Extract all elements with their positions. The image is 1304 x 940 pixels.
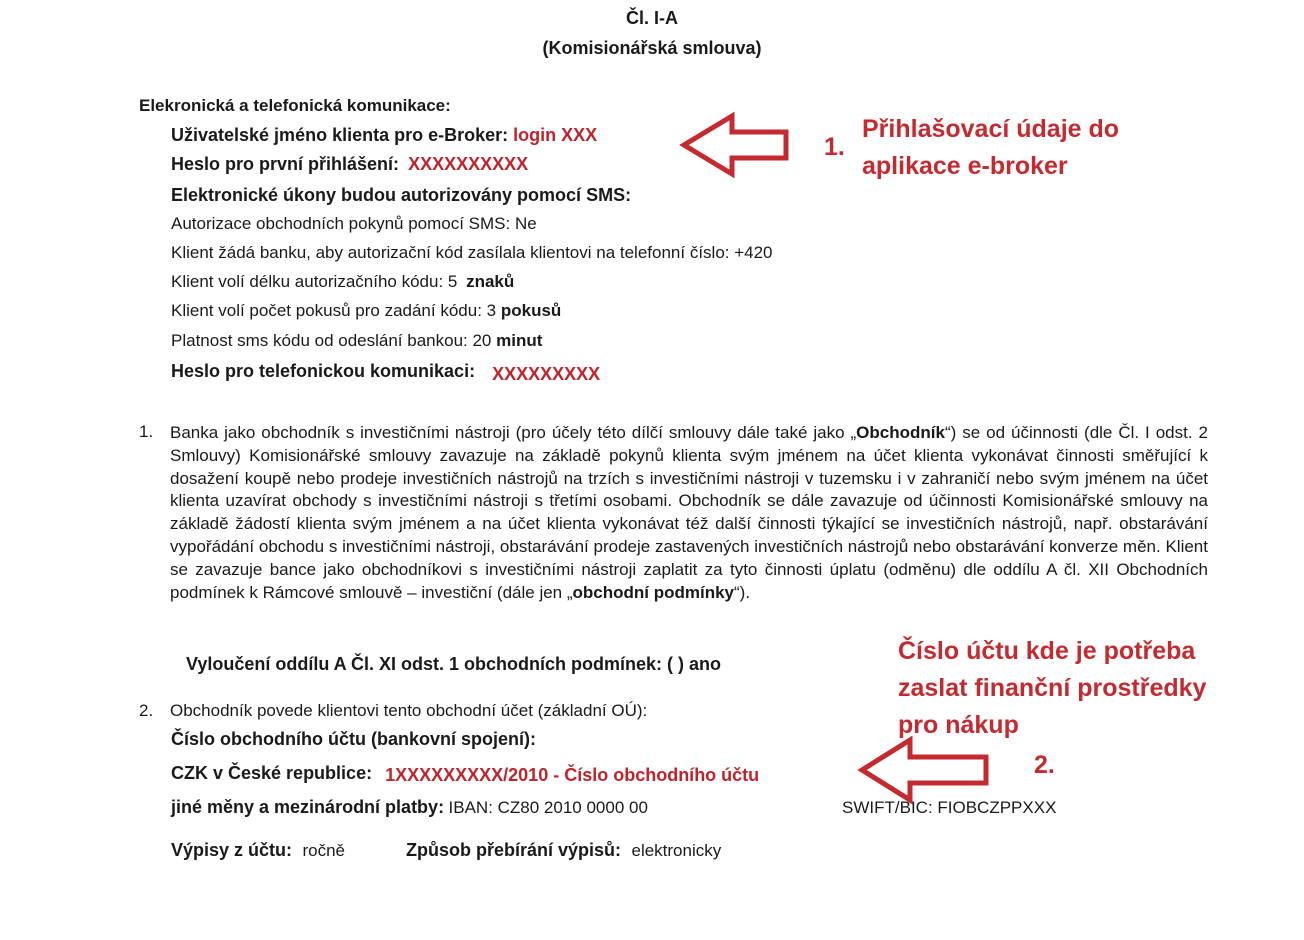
section1-text-a: Banka jako obchodník s investičními nástroji (pro účely této dílčí smlouvy dále také jako „ [170, 423, 857, 442]
section1-text-c: “). [734, 582, 751, 602]
czk-label: CZK v České republice: [171, 763, 373, 783]
delivery-row [406, 840, 721, 861]
validity-unit: minut [496, 331, 543, 350]
annotation1-line1: Přihlašovací údaje do [862, 115, 1120, 143]
communication-heading: Elekronická a telefonická komunikace: [139, 96, 451, 115]
swift-text: SWIFT/BIC: FIOBCZPPXXX [842, 798, 1057, 817]
exclusion-row: Vyloučení oddílu A Čl. XI odst. 1 obchodních podmínek: ( ) ano [186, 654, 722, 674]
delivery-label: Způsob přebírání výpisů: [406, 840, 622, 860]
validity-text: Platnost sms kódu od odeslání bankou: 20 [171, 331, 492, 350]
iban-text: IBAN: CZ80 2010 0000 00 [448, 798, 648, 817]
section1-paragraph [170, 422, 1208, 604]
section2-number: 2. [139, 701, 154, 720]
username-value: login XXX [513, 125, 598, 145]
other-currency-label: jiné měny a mezinárodní platby: [171, 797, 445, 817]
section1-number: 1. [139, 422, 154, 441]
code-length-row [171, 272, 514, 292]
left-arrow-icon [858, 736, 990, 804]
annotation1-line2: aplikace e-broker [862, 152, 1068, 180]
annotation2-line3: pro nákup [898, 711, 1019, 739]
annotation2-number: 2. [1034, 751, 1055, 779]
section1-text-b: “) se od účinnosti (dle Čl. I odst. 2 Smlouvy) Komisionářské smlouvy zavazuje na základě pokynů klienta svým jménem na účet klienta vykonávat činnosti směřující k dosažení koupě nebo prodeje investičních nástrojů na trzích s investičními nástroji v tuzemsku i v zahraničí nebo svým jménem na účet klienta uzavírat obchody s investičními nástroji s třetími osobami. Obchodník se dále zavazuje od účinnosti Komisionářské smlouvy na základě žádostí klienta svým jménem a na účet klienta vykonávat též další činnosti týkající se investičních nástrojů, např. obstarávání vypořádání obchodu s investičními nástroji, obstarávání prodeje zastavených investičních nástrojů nebo obstarávání konverze měn. Klient se zavazuje bance jako obchodníkovi s investičními nástroji zaplatit za tyto činnosti úplatu (odměnu) dle oddílu A čl. XII Obchodních podmínek k Rámcové smlouvě – investiční (dále jen „ [170, 423, 1208, 602]
annotation2-line1: Číslo účtu kde je potřeba [898, 637, 1196, 665]
contract-subtitle: (Komisionářská smlouva) [542, 38, 762, 58]
attempts-text: Klient volí počet pokusů pro zadání kódu: 3 [171, 301, 497, 320]
statements-row [171, 840, 345, 861]
account-heading: Číslo obchodního účtu (bankovní spojení): [171, 729, 536, 749]
section1-term-podminky: obchodní podmínky [572, 582, 735, 602]
password-value: XXXXXXXXXX [408, 154, 529, 174]
delivery-value: elektronicky [631, 841, 722, 860]
phone-password-label: Heslo pro telefonickou komunikaci: [171, 361, 476, 381]
password-label: Heslo pro první přihlášení: [171, 154, 400, 174]
attempts-unit: pokusů [500, 301, 562, 320]
left-arrow-icon [680, 112, 790, 178]
phone-password-row [171, 361, 600, 382]
code-length-unit: znaků [466, 272, 515, 291]
czk-row [171, 763, 759, 784]
username-row [171, 125, 597, 146]
phone-password-value: XXXXXXXXX [492, 364, 601, 384]
annotation1-number: 1. [824, 133, 845, 161]
other-currency-row [171, 797, 648, 818]
password-row [171, 154, 528, 175]
statements-value: ročně [302, 841, 346, 860]
username-label: Uživatelské jméno klienta pro e-Broker: [171, 125, 509, 145]
annotation2-line2: zaslat finanční prostředky [898, 674, 1207, 702]
code-length-text: Klient volí délku autorizačního kódu: 5 [171, 272, 458, 291]
sms-heading: Elektronické úkony budou autorizovány pomocí SMS: [171, 185, 632, 205]
sms-phone-text: Klient žádá banku, aby autorizační kód zasílala klientovi na telefonní číslo: +420 [171, 243, 773, 262]
sms-auth-text: Autorizace obchodních pokynů pomocí SMS: Ne [171, 214, 537, 233]
czk-account-value: 1XXXXXXXXX/2010 - Číslo obchodního účtu [385, 765, 760, 785]
validity-row [171, 331, 542, 351]
section2-intro: Obchodník povede klientovi tento obchodní účet (základní OÚ): [170, 701, 648, 720]
statements-label: Výpisy z účtu: [171, 840, 293, 860]
section1-term-obchodnik: Obchodník [856, 423, 945, 442]
article-title: Čl. I-A [626, 8, 678, 28]
attempts-row [171, 301, 561, 321]
